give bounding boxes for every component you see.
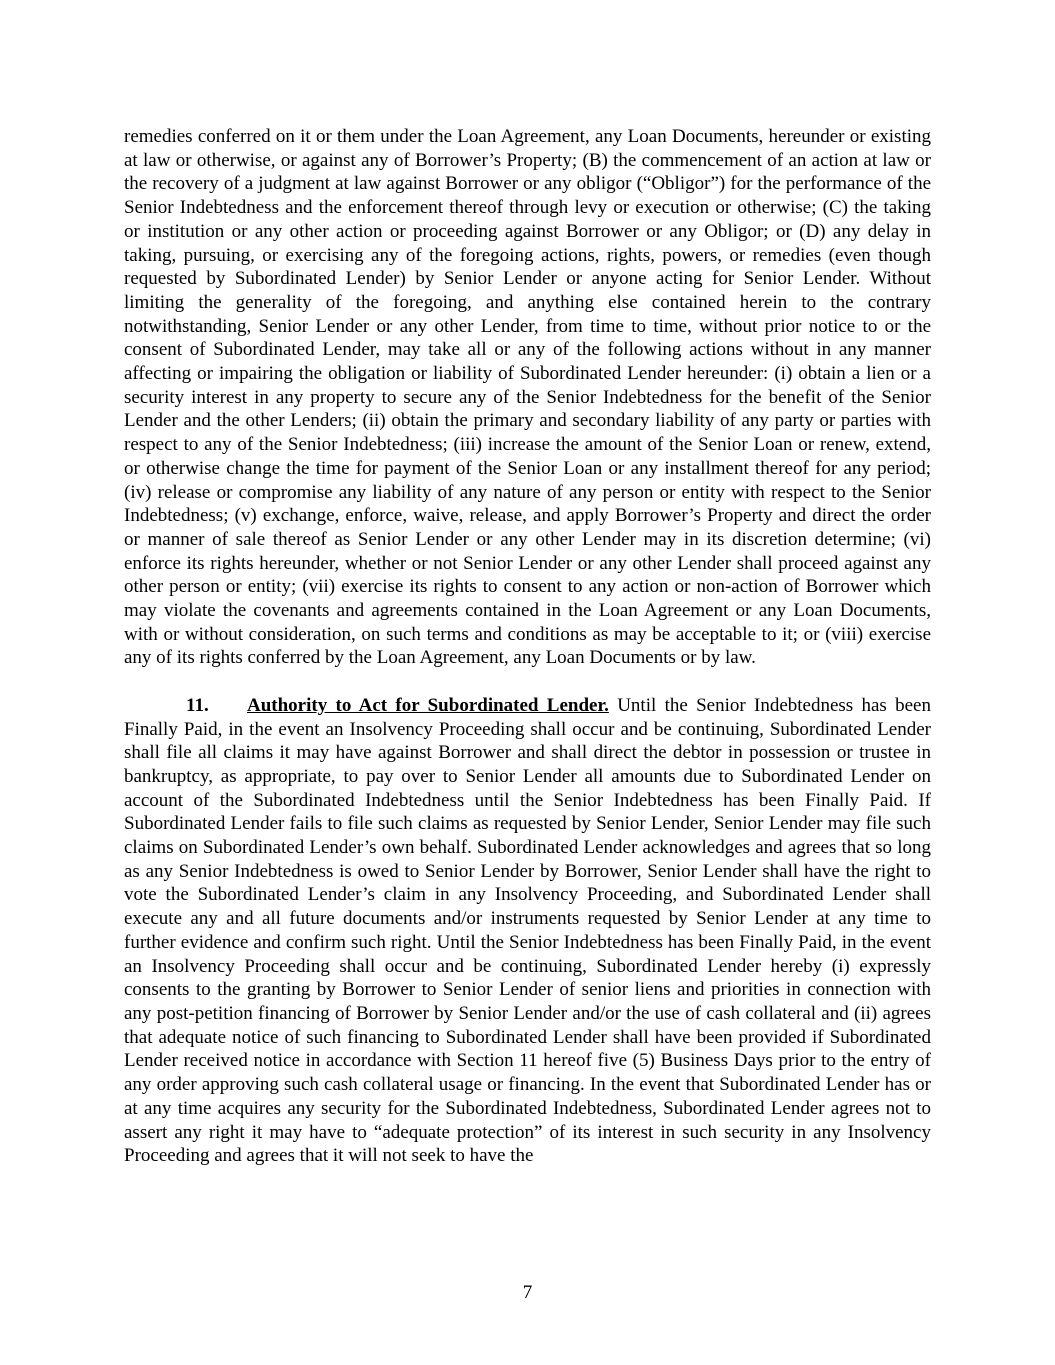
section-11-paragraph <box>124 694 931 1168</box>
section-title: Authority to Act for Subordinated Lender. <box>247 694 609 716</box>
section-body: Until the Senior Indebtedness has been Finally Paid, in the event an Insolvency Proceeding shall occur and be continuing, Subordinated Lender shall file all claims it may have against Borrower and shall direct the debtor in possession or trustee in bankruptcy, as appropriate, to pay over to Senior Lender all amounts due to Subordinated Lender on account of the Subordinated Indebtedness until the Senior Indebtedness has been Finally Paid. If Subordinated Lender fails to file such claims as requested by Senior Lender, Senior Lender may file such claims on Subordinated Lender’s own behalf. Subordinated Lender acknowledges and agrees that so long as any Senior Indebtedness is owed to Senior Lender by Borrower, Senior Lender shall have the right to vote the Subordinated Lender’s claim in any Insolvency Proceeding, and Subordinated Lender shall execute any and all future documents and/or instruments requested by Senior Lender at any time to further evidence and confirm such right. Until the Senior Indebtedness has been Finally Paid, in the event an Insolvency Proceeding shall occur and be continuing, Subordinated Lender hereby (i) expressly consents to the granting by Borrower to Senior Lender of senior liens and priorities in connection with any post-petition financing of Borrower by Senior Lender and/or the use of cash collateral and (ii) agrees that adequate notice of such financing to Subordinated Lender shall have been provided if Subordinated Lender received notice in accordance with Section 11 hereof five (5) Business Days prior to the entry of any order approving such cash collateral usage or financing. In the event that Subordinated Lender has or at any time acquires any security for the Subordinated Indebtedness, Subordinated Lender agrees not to assert any right it may have to “adequate protection” of its interest in such security in any Insolvency Proceeding and agrees that it will not seek to have the <box>124 694 931 1167</box>
document-body <box>124 125 931 1168</box>
page-number: 7 <box>522 1282 533 1303</box>
continuation-paragraph: remedies conferred on it or them under the Loan Agreement, any Loan Documents, hereunder or existing at law or otherwise, or against any of Borrower’s Property; (B) the commencement of an action at law or the recovery of a judgment at law against Borrower or any obligor (“Obligor”) for the performance of the Senior Indebtedness and the enforcement thereof through levy or execution or otherwise; (C) the taking or institution or any other action or proceeding against Borrower or any Obligor; or (D) any delay in taking, pursuing, or exercising any of the foregoing actions, rights, powers, or remedies (even though requested by Subordinated Lender) by Senior Lender or anyone acting for Senior Lender. Without limiting the generality of the foregoing, and anything else contained herein to the contrary notwithstanding, Senior Lender or any other Lender, from time to time, without prior notice to or the consent of Subordinated Lender, may take all or any of the following actions without in any manner affecting or impairing the obligation or liability of Subordinated Lender hereunder: (i) obtain a lien or a security interest in any property to secure any of the Senior Indebtedness for the benefit of the Senior Lender and the other Lenders; (ii) obtain the primary and secondary liability of any party or parties with respect to any of the Senior Indebtedness; (iii) increase the amount of the Senior Loan or renew, extend, or otherwise change the time for payment of the Senior Loan or any installment thereof for any period; (iv) release or compromise any liability of any nature of any person or entity with respect to the Senior Indebtedness; (v) exchange, enforce, waive, release, and apply Borrower’s Property and direct the order or manner of sale thereof as Senior Lender or any other Lender may in its discretion determine; (vi) enforce its rights hereunder, whether or not Senior Lender or any other Lender shall proceed against any other person or entity; (vii) exercise its rights to consent to any action or non-action of Borrower which may violate the covenants and agreements contained in the Loan Agreement or any Loan Documents, with or without consideration, on such terms and conditions as may be acceptable to it; or (viii) exercise any of its rights conferred by the Loan Agreement, any Loan Documents or by law. <box>124 126 931 669</box>
section-number: 11. <box>186 694 209 716</box>
